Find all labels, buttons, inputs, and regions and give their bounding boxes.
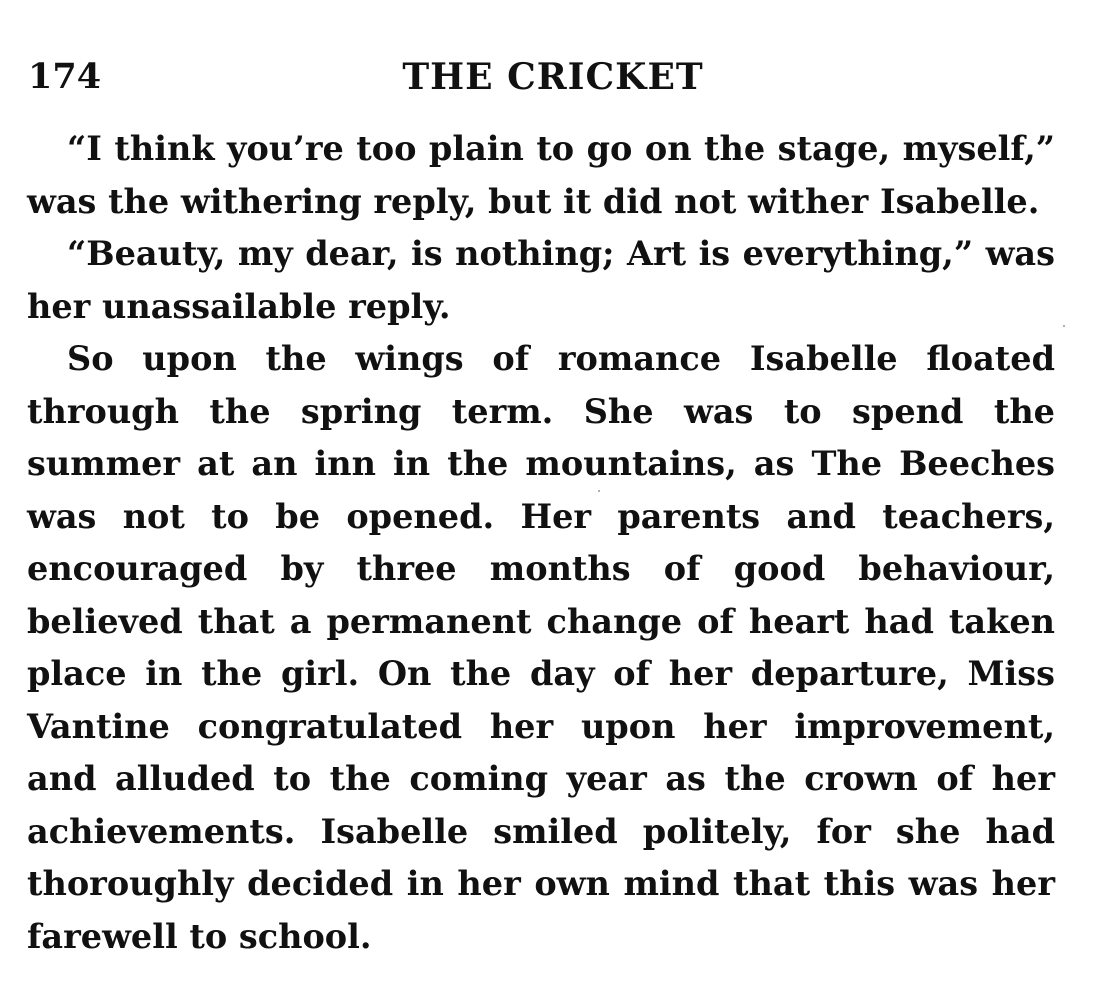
- paragraph: “Beauty, my dear, is nothing; Art is everything,” was her unassailable reply.: [27, 234, 1055, 326]
- paragraph: “I think you’re too plain to go on the stage, myself,” was the withering reply, but it did not wither Isabelle.: [27, 129, 1055, 221]
- page-number: 174: [28, 56, 102, 97]
- body-text: [27, 123, 1055, 963]
- running-head: [28, 52, 1056, 102]
- scan-speck: [598, 490, 600, 492]
- running-title: THE CRICKET: [402, 56, 704, 98]
- scan-speck: [1063, 325, 1065, 327]
- paragraph: So upon the wings of romance Isabelle floated through the spring term. She was to spend the summer at an inn in the mountains, as The Beeches was not to be opened. Her parents and teachers, encouraged by three months of good behaviour, believed that a permanent change of heart had taken place in the girl. On the day of her departure, Miss Vantine congratulated her upon her improvement, and alluded to the coming year as the crown of her achievements. Isabelle smiled politely, for she had thoroughly decided in her own mind that this was her farewell to school.: [27, 339, 1055, 956]
